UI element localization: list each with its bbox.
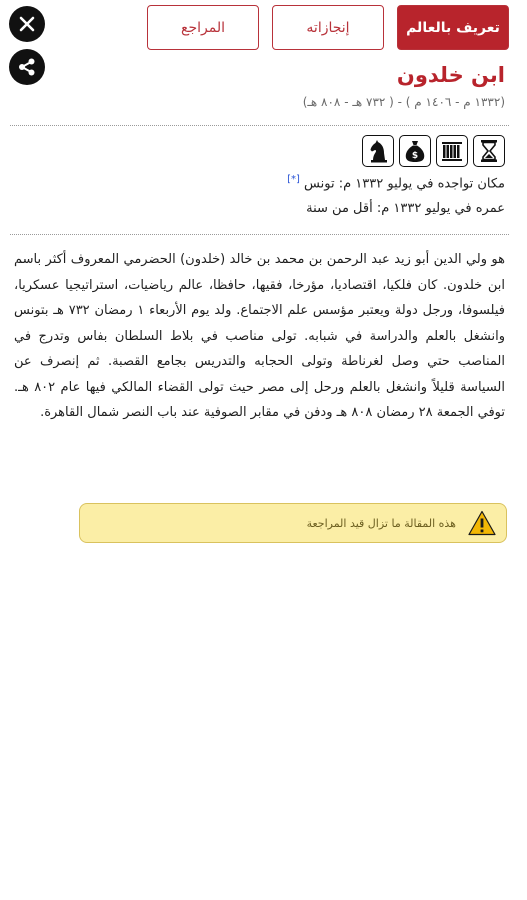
category-icons: [362, 135, 505, 167]
close-icon: [18, 15, 36, 33]
location-line: [287, 174, 505, 191]
hourglass-icon[interactable]: [473, 135, 505, 167]
money-bag-icon[interactable]: [399, 135, 431, 167]
chess-knight-icon[interactable]: [362, 135, 394, 167]
tab-about-scientist[interactable]: تعريف بالعالم: [397, 5, 509, 50]
age-text: عمره في يوليو ١٣٣٢ م: أقل من سنة: [306, 201, 505, 216]
books-icon[interactable]: [436, 135, 468, 167]
svg-text:$: $: [411, 151, 419, 161]
location-text: مكان تواجده في يوليو ١٣٣٢ م: تونس: [304, 176, 505, 192]
warning-text: هذه المقالة ما تزال قيد المراجعة: [306, 516, 456, 530]
page-title: ابن خلدون: [396, 63, 505, 87]
tab-bar: [147, 5, 509, 50]
divider: [10, 125, 509, 126]
life-dates: (١٣٣٢ م - ١٤٠٦ م ) - ( ٧٣٢ هـ - ٨٠٨ هـ): [302, 95, 505, 109]
divider: [10, 234, 509, 235]
tab-achievements[interactable]: إنجازاته: [272, 5, 384, 50]
share-icon: [16, 56, 38, 78]
biography-text: هو ولي الدين أبو زيد عبد الرحمن بن محمد بن خالد (خلدون) الحضرمي المعروف أكثر باسم ابن خلدون. كان فلكيا، اقتصاديا، مؤرخا، فقيها، حافظا، عالم رياضيات، استراتيجيا عسكريا، فيلسوفا، ورجل دولة ويعتبر مؤسس علم الاجتماع. ولد يوم الأربعاء ١ رمضان ٧٣٢ هـ بتونس وانشغل بالعلم والدراسة في شبابه. تولى مناصب في بلاط السلطان بفاس وتدرج في المناصب حتي وصل لغرناطة وتولى الحجابه والتدريس بجامع القصبة. ثم إنصرف عن السياسة قليلاً وانشغل بالعلم ورحل إلى مصر حيث تولى القضاء المالكي فيها عام ٨٠٢ هـ. توفي الجمعة ٢٨ رمضان ٨٠٨ هـ ودفن في مقابر الصوفية عند باب النصر شمال القاهرة.: [14, 252, 505, 420]
tab-references[interactable]: المراجع: [147, 5, 259, 50]
close-button[interactable]: [9, 6, 45, 42]
share-button[interactable]: [9, 49, 45, 85]
location-reference-link[interactable]: [*]: [287, 174, 300, 185]
warning-icon: [468, 510, 496, 536]
review-warning-banner: [79, 503, 507, 543]
